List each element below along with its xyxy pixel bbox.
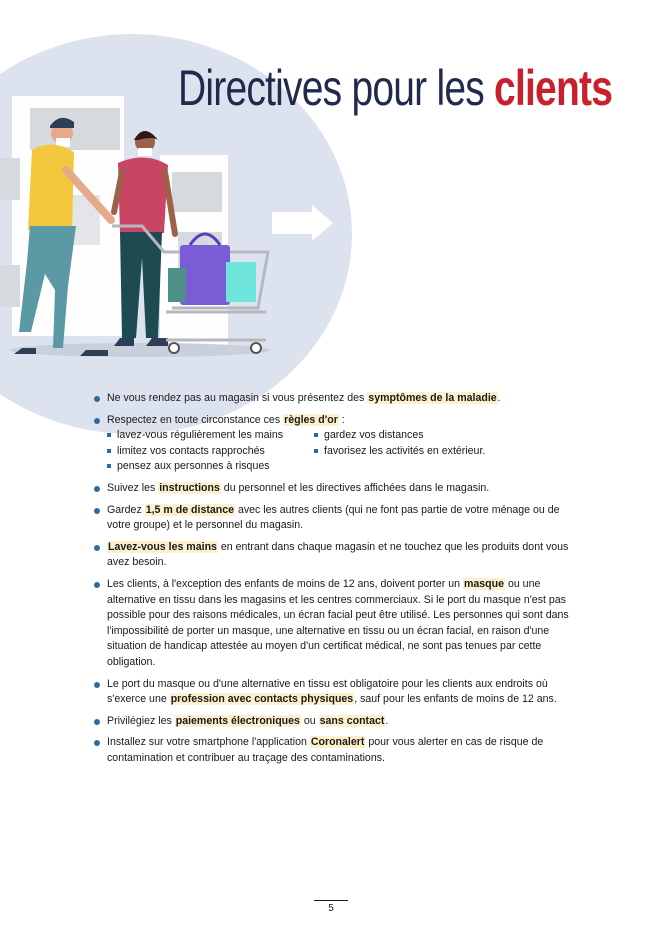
footer-divider (314, 900, 348, 901)
list-item: Le port du masque ou d'une alternative en tissu est obligatoire pour les clients aux endroits où s'exerce une profession avec contacts physiques, sauf pour les enfants de moins de 12 ans. (94, 677, 570, 708)
golden-rule-item: gardez vos distances (314, 428, 534, 444)
page-title (178, 58, 612, 118)
title-plain: Directives pour les (178, 60, 484, 116)
golden-rule-item: lavez-vous régulièrement les mains (107, 428, 314, 444)
list-item: Respectez en toute circonstance ces règles d'or : lavez-vous régulièrement les mains gardez vos distances limitez vos contacts rapprochés favorisez les activités en extérieur. pensez aux personnes à risques (94, 413, 570, 475)
list-item: Suivez les instructions du personnel et les directives affichées dans le magasin. (94, 481, 570, 497)
page-number: 5 (328, 903, 334, 914)
golden-rule-item: favorisez les activités en extérieur. (314, 444, 534, 460)
guidelines-list (94, 391, 570, 766)
list-item: Les clients, à l'exception des enfants de moins de 12 ans, doivent porter un masque ou une alternative en tissu dans les magasins et les centres commerciaux. Si le port du masque n'est pas possible pour des raisons médicales, un écran facial peut être utilisé. Les personnes qui sont dans l'impossibilité de porter un masque, une alternative en tissu ou un écran facial, en raison d'une situation de handicap attestée au moyen d'un certificat médical, ne sont pas tenues par cette obligation. (94, 577, 570, 671)
shopping-couple-illustration (0, 80, 360, 370)
list-item: Lavez-vous les mains en entrant dans chaque magasin et ne touchez que les produits dont vous avez besoin. (94, 540, 570, 571)
list-item: Privilégiez les paiements électroniques ou sans contact. (94, 714, 570, 730)
golden-rule-item: pensez aux personnes à risques (107, 459, 314, 475)
guidelines-content (94, 391, 570, 772)
golden-rule-item: limitez vos contacts rapprochés (107, 444, 314, 460)
golden-rules-list (107, 428, 570, 475)
list-item: Gardez 1,5 m de distance avec les autres clients (qui ne font pas partie de votre ménage ou de votre groupe) et le personnel du magasin. (94, 503, 570, 534)
title-accent: clients (494, 60, 613, 116)
list-item: Installez sur votre smartphone l'application Coronalert pour vous alerter en cas de risque de contamination et contribuer au traçage des contaminations. (94, 735, 570, 766)
list-item: Ne vous rendez pas au magasin si vous présentez des symptômes de la maladie. (94, 391, 570, 407)
